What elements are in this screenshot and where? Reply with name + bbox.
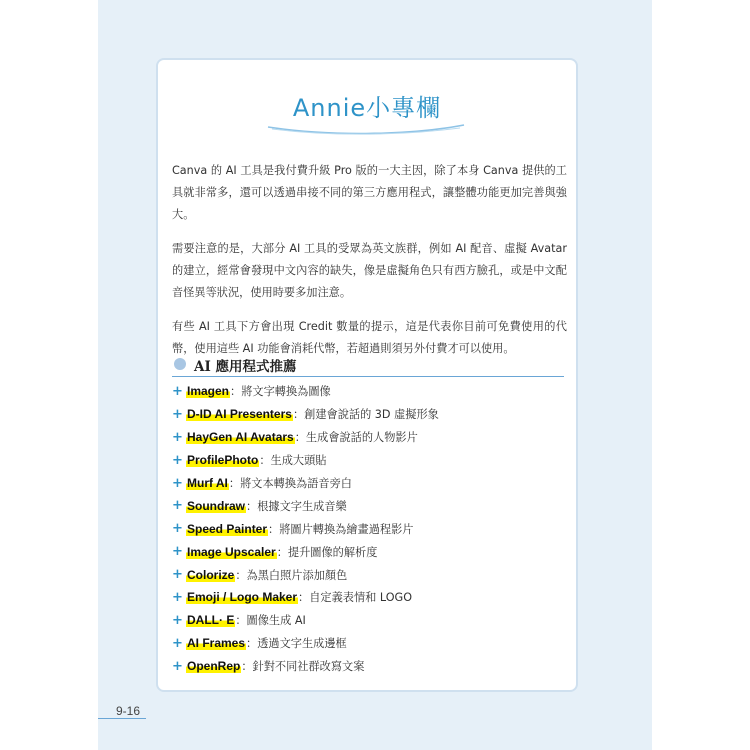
app-name: OpenRep [187, 659, 241, 674]
page-number-rule [98, 718, 146, 719]
annie-column-card [156, 58, 578, 692]
plus-bullet-icon: + [172, 383, 183, 399]
app-description: ：透過文字生成邊框 [246, 637, 347, 651]
app-description: ：為黑白照片添加顏色 [235, 568, 348, 582]
plus-bullet-icon: + [172, 567, 183, 583]
section-heading-text: AI 應用程式推薦 [194, 359, 297, 375]
app-list-item [172, 586, 564, 609]
app-list-item [172, 540, 564, 563]
app-name: D-ID AI Presenters [187, 407, 292, 422]
app-list-item [172, 609, 564, 632]
app-name: Soundraw [187, 498, 246, 513]
plus-bullet-icon: + [172, 544, 183, 560]
page-number: 9-16 [116, 704, 141, 718]
section-heading [172, 354, 564, 377]
app-description: ：將文字轉換為圖像 [230, 385, 331, 399]
card-title: Annie小專欄 [292, 94, 442, 122]
app-list-item [172, 655, 564, 678]
app-list-item [172, 403, 564, 426]
app-description: ：生成會說話的人物影片 [294, 431, 418, 445]
app-name: Emoji / Logo Maker [187, 590, 298, 605]
plus-bullet-icon: + [172, 498, 183, 514]
app-name: Colorize [187, 567, 235, 582]
plus-bullet-icon: + [172, 521, 183, 537]
app-description: ：創建會說話的 3D 虛擬形象 [292, 408, 439, 422]
app-description: ：提升圖像的解析度 [276, 545, 378, 559]
app-list-item [172, 563, 564, 586]
body-paragraphs [172, 160, 567, 372]
app-name: Image Upscaler [187, 544, 276, 559]
app-name: ProfilePhoto [187, 453, 259, 468]
app-description: ：圖像生成 AI [235, 614, 306, 628]
app-description: ：將文本轉換為語音旁白 [228, 477, 352, 490]
app-name: Imagen [187, 384, 230, 399]
plus-bullet-icon: + [172, 612, 183, 628]
app-list-item [172, 380, 564, 403]
app-list-item [172, 632, 564, 655]
plus-bullet-icon: + [172, 589, 183, 605]
title-wrap [158, 88, 576, 123]
app-list-item [172, 449, 564, 472]
plus-bullet-icon: + [172, 475, 183, 491]
paragraph: 需要注意的是，大部分 AI 工具的受眾為英文族群，例如 AI 配音、虛擬 Avatar 的建立，經常會發現中文內容的缺失，像是虛擬角色只有西方臉孔，或是中文配音怪異等狀況，使用時要多加注意。 [172, 242, 567, 299]
ai-apps-list [172, 380, 564, 678]
plus-bullet-icon: + [172, 406, 183, 422]
paragraph: 有些 AI 工具下方會出現 Credit 數量的提示，這是代表你目前可免費使用的代幣，使用這些 AI 功能會消耗代幣，若超過則須另外付費才可以使用。 [172, 320, 567, 355]
app-list-item [172, 426, 564, 449]
app-name: DALL· E [187, 613, 235, 628]
plus-bullet-icon: + [172, 452, 183, 468]
app-description: ：生成大頭貼 [259, 454, 327, 468]
app-description: ：將圖片轉換為繪畫過程影片 [268, 522, 414, 536]
app-description: ：根據文字生成音樂 [246, 499, 347, 513]
plus-bullet-icon: + [172, 658, 183, 674]
app-list-item [172, 517, 564, 540]
app-name: HayGen AI Avatars [187, 430, 294, 445]
heading-bullet-dot-icon [174, 358, 186, 370]
app-name: Murf AI [187, 476, 228, 490]
title-underline-swoosh [266, 122, 466, 136]
paragraph: Canva 的 AI 工具是我付費升級 Pro 版的一大主因，除了本身 Canva 提供的工具就非常多，還可以透過串接不同的第三方應用程式，讓整體功能更加完善與強大。 [172, 164, 567, 221]
app-name: AI Frames [187, 636, 246, 651]
app-description: ：自定義表情和 LOGO [298, 591, 412, 605]
plus-bullet-icon: + [172, 429, 183, 445]
app-description: ：針對不同社群改寫文案 [241, 660, 365, 674]
plus-bullet-icon: + [172, 635, 183, 651]
app-name: Speed Painter [187, 521, 268, 536]
app-list-item [172, 494, 564, 517]
app-list-item [172, 472, 564, 495]
